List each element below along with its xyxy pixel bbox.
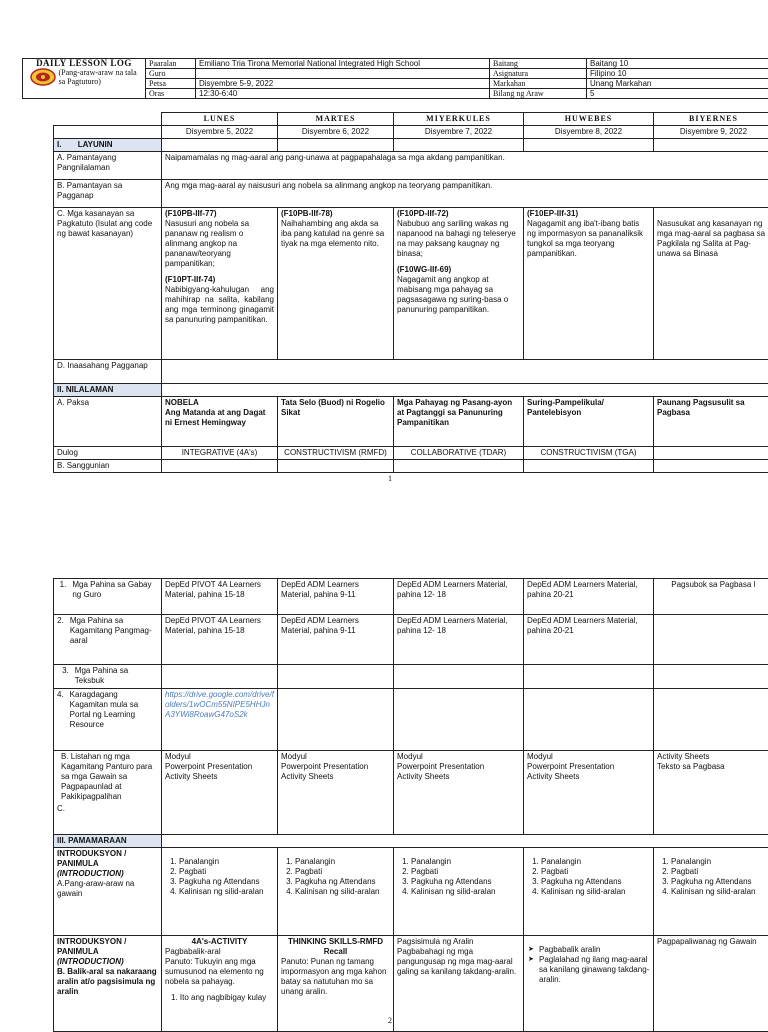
code-lunes-1: (F10PB-IIf-77) [165, 209, 274, 219]
balik-aral-biyernes: Pagpapaliwanag ng Gawain [654, 936, 768, 1032]
paksa-huwebes: Suring-Pampelikula/ Pantelebisyon [524, 397, 654, 447]
code-lunes-2: (F10PT-IIf-74) [165, 275, 274, 285]
dulog-biyernes [654, 447, 768, 460]
label-asignatura: Asignatura [490, 69, 587, 79]
value-bilang-ng-araw: 5 [587, 89, 768, 99]
label-markahan: Markahan [490, 79, 587, 89]
label-bilang-ng-araw: Bilang ng Araw [490, 89, 587, 99]
kasanayan-lunes [162, 208, 278, 360]
value-asignatura: Filipino 10 [587, 69, 768, 79]
day-martes: MARTES [278, 113, 394, 126]
listahan-martes: Modyul Powerpoint Presentation Activity Sheets [278, 751, 394, 835]
routine-lunes: 1. Panalangin 2. Pagbati 3. Pagkuha ng Attendans 4. Kalinisan ng silid-aralan [162, 848, 278, 936]
header-logo-cell [23, 59, 146, 99]
listahan-miyerkules: Modyul Powerpoint Presentation Activity Sheets [394, 751, 524, 835]
dulog-lunes: INTEGRATIVE (4A's) [162, 447, 278, 460]
dll-title: DAILY LESSON LOG [26, 59, 142, 68]
label-listahan: B. Listahan ng mga Kagamitang Panturo para sa mga Gawain sa Pagpapaunlad at Pakikipagpalihan C. [54, 751, 162, 835]
kasanayan-biyernes-1: Nasusukat ang kasanayan ng mga mag-aaral sa pagbasa sa Pagkilala ng Salita at Pag-unawa sa Binasa [657, 219, 768, 259]
page-gap [0, 490, 768, 576]
date-biyernes: Disyembre 9, 2022 [654, 126, 768, 139]
kasanayan-miyerkules-2: Nagagamit ang angkop at mabisang mga pahayag sa pagsasagawa ng suring-basa o panunuring pampanitikan. [397, 275, 520, 315]
day-biyernes: BIYERNES [654, 113, 768, 126]
date-lunes: Disyembre 5, 2022 [162, 126, 278, 139]
kasanayan-huwebes [524, 208, 654, 360]
section-layunin-title: LAYUNIN [78, 140, 113, 149]
lesson-table-page-1 [53, 112, 768, 473]
section-pamamaraan: III. PAMAMARAAN [54, 835, 162, 848]
page-number-1: 1 [388, 474, 392, 483]
text-pamantayan-sa-pagganap: Ang mga mag-aaral ay naisusuri ang nobela sa alinmang angkop na teoryang pampanitikan. [162, 180, 768, 208]
kagamitan-miyerkules: DepEd ADM Learners Material, pahina 12- 18 [394, 615, 524, 665]
value-oras: 12:30-6:40 [196, 89, 490, 99]
paksa-lunes: NOBELA Ang Matanda at ang Dagat ni Ernest Hemingway [162, 397, 278, 447]
label-paaralan: Paaralan [146, 59, 196, 69]
deped-logo-icon [30, 68, 56, 86]
label-dulog: Dulog [54, 447, 162, 460]
dll-subtitle: (Pang-araw-araw na tala sa Pagtuturo) [59, 68, 139, 86]
kasanayan-huwebes-1: Nagagamit ang iba't-ibang batis ng impormasyon sa pananaliksik tungkol sa mga teoryang pampanitikan. [527, 219, 650, 259]
routine-biyernes: 1. Panalangin 2. Pagbati 3. Pagkuha ng Attendans 4. Kalinisan ng silid-aralan [654, 848, 768, 936]
paksa-martes: Tata Selo (Buod) ni Rogelio Sikat [278, 397, 394, 447]
value-petsa: Disyembre 5-9, 2022 [196, 79, 490, 89]
label-baitang: Baitang [490, 59, 587, 69]
label-sanggunian: B. Sanggunian [54, 460, 162, 473]
label-portal: 4. Karagdagang Kagamitan mula sa Portal ng Learning Resource [54, 689, 162, 751]
dulog-huwebes: CONSTRUCTIVISM (TGA) [524, 447, 654, 460]
kasanayan-lunes-1: Nasusuri ang nobela sa pananaw ng realism o alinmang angkop na pananaw/teoryang pampanitikan; [165, 219, 274, 269]
listahan-lunes: Modyul Powerpoint Presentation Activity Sheets [162, 751, 278, 835]
routine-huwebes: 1. Panalangin 2. Pagbati 3. Pagkuha ng Attendans 4. Kalinisan ng silid-aralan [524, 848, 654, 936]
value-baitang: Baitang 10 [587, 59, 768, 69]
paksa-biyernes: Paunang Pagsusulit sa Pagbasa [654, 397, 768, 447]
date-martes: Disyembre 6, 2022 [278, 126, 394, 139]
page-number-2: 2 [388, 1016, 392, 1025]
day-lunes: LUNES [162, 113, 278, 126]
code-martes-1: (F10PB-IIf-78) [281, 209, 390, 219]
gabay-biyernes: Pagsubok sa Pagbasa I [654, 579, 768, 615]
label-mga-kasanayan: C. Mga kasanayan sa Pagkatuto (Isulat ang code ng bawat kasanayan) [54, 208, 162, 360]
kagamitan-lunes: DepEd PIVOT 4A Learners Material, pahina 15-18 [162, 615, 278, 665]
routine-miyerkules: 1. Panalangin 2. Pagbati 3. Pagkuha ng Attendans 4. Kalinisan ng silid-aralan [394, 848, 524, 936]
listahan-huwebes: Modyul Powerpoint Presentation Activity Sheets [524, 751, 654, 835]
label-paksa: A. Paksa [54, 397, 162, 447]
label-teksbuk: 3. Mga Pahina sa Teksbuk [54, 665, 162, 689]
balik-aral-lunes: 4A's-ACTIVITY Pagbabalik-aral Panuto: Tukuyin ang mga sumusunod na elemento ng nobela sa pahayag. 1. Ito ang nagbibigay kulay [162, 936, 278, 1032]
day-huwebes: HUWEBES [524, 113, 654, 126]
section-nilalaman: II. NILALAMAN [54, 384, 162, 397]
value-paaralan: Emiliano Tria Tirona Memorial National Integrated High School [196, 59, 490, 69]
gabay-martes: DepEd ADM Learners Material, pahina 9-11 [278, 579, 394, 615]
code-huwebes-1: (F10EP-IIf-31) [527, 209, 650, 219]
balik-aral-huwebes: ➤ Pagbabalik aralin ➤ Paglalahad ng ilang mag-aaral sa kanilang ginawang takdang-aralin. [524, 936, 654, 1032]
kasanayan-martes [278, 208, 394, 360]
gabay-lunes: DepEd PIVOT 4A Learners Material, pahina 15-18 [162, 579, 278, 615]
label-petsa: Petsa [146, 79, 196, 89]
text-pamantayang-pangnilalaman: Naipamamalas ng mag-aaral ang pang-unawa at pagpapahalaga sa mga akdang pampanitikan. [162, 152, 768, 180]
dulog-miyerkules: COLLABORATIVE (TDAR) [394, 447, 524, 460]
kagamitan-martes: DepEd ADM Learners Material, pahina 9-11 [278, 615, 394, 665]
label-oras: Oras [146, 89, 196, 99]
section-layunin [54, 139, 162, 152]
kasanayan-miyerkules [394, 208, 524, 360]
kasanayan-lunes-2: Nabibigyang-kahulugan ang mahihirap na salita, kabilang ang mga terminong ginagamit sa panunuring pampanitikan. [165, 285, 274, 325]
code-miyerkules-1: (F10PD-IIf-72) [397, 209, 520, 219]
kasanayan-martes-1: Naihahambing ang akda sa iba pang katulad na genre sa tiyak na mga elemento nito. [281, 219, 390, 249]
balik-aral-miyerkules: Pagsisimula ng Aralin Pagbabahagi ng mga pangungusap ng mga mag-aaral galing sa kanilang takdang-aralin. [394, 936, 524, 1032]
value-markahan: Unang Markahan [587, 79, 768, 89]
paksa-miyerkules: Mga Pahayag ng Pasang-ayon at Pagtanggi sa Panunuring Pampanitikan [394, 397, 524, 447]
lesson-table-page-2 [53, 578, 768, 1032]
label-inaasahang-pagganap: D. Inaasahang Pagganap [54, 360, 162, 384]
kasanayan-miyerkules-1: Nabubuo ang sariling wakas ng napanood na bahagi ng teleserye na may paksang kaugnay ng binasa; [397, 219, 520, 259]
kagamitan-biyernes [654, 615, 768, 665]
label-gabay-ng-guro: 1. Mga Pahina sa Gabay ng Guro [54, 579, 162, 615]
routine-martes: 1. Panalangin 2. Pagbati 3. Pagkuha ng Attendans 4. Kalinisan ng silid-aralan [278, 848, 394, 936]
label-intro-b: INTRODUKSYON / PANIMULA (INTRODUCTION) B. Balik-aral sa nakaraang aralin at/o pagsisimula ng aralin [54, 936, 162, 1032]
label-guro: Guro [146, 69, 196, 79]
gabay-huwebes: DepEd ADM Learners Material, pahina 20-21 [524, 579, 654, 615]
portal-link[interactable]: https://drive.google.com/drive/folders/1wOCm55NIPE5HHJnA3YWi8RoawG47oS2k [162, 689, 278, 751]
gabay-miyerkules: DepEd ADM Learners Material, pahina 12- 18 [394, 579, 524, 615]
header-table [22, 58, 768, 99]
date-miyerkules: Disyembre 7, 2022 [394, 126, 524, 139]
kagamitan-huwebes: DepEd ADM Learners Material, pahina 20-21 [524, 615, 654, 665]
balik-aral-martes: THINKING SKILLS-RMFD Recall Panuto: Punan ng tamang impormasyon ang mga kahon batay sa natutuhan mo sa unang aralin. [278, 936, 394, 1032]
label-pamantayan-sa-pagganap: B. Pamantayan sa Pagganap [54, 180, 162, 208]
label-kagamitang-pangmag-aaral: 2. Mga Pahina sa Kagamitang Pangmag-aaral [54, 615, 162, 665]
code-miyerkules-2: (F10WG-IIf-69) [397, 265, 520, 275]
listahan-biyernes: Activity Sheets Teksto sa Pagbasa [654, 751, 768, 835]
day-miyerkules: MIYERKULES [394, 113, 524, 126]
section-layunin-num: I. [57, 140, 61, 149]
label-intro-a: INTRODUKSYON / PANIMULA (INTRODUCTION) A.Pang-araw-araw na gawain [54, 848, 162, 936]
kasanayan-biyernes [654, 208, 768, 360]
label-pamantayang-pangnilalaman: A. Pamantayang Pangnilalaman [54, 152, 162, 180]
dulog-martes: CONSTRUCTIVISM (RMFD) [278, 447, 394, 460]
date-huwebes: Disyembre 8, 2022 [524, 126, 654, 139]
value-guro [196, 69, 490, 79]
